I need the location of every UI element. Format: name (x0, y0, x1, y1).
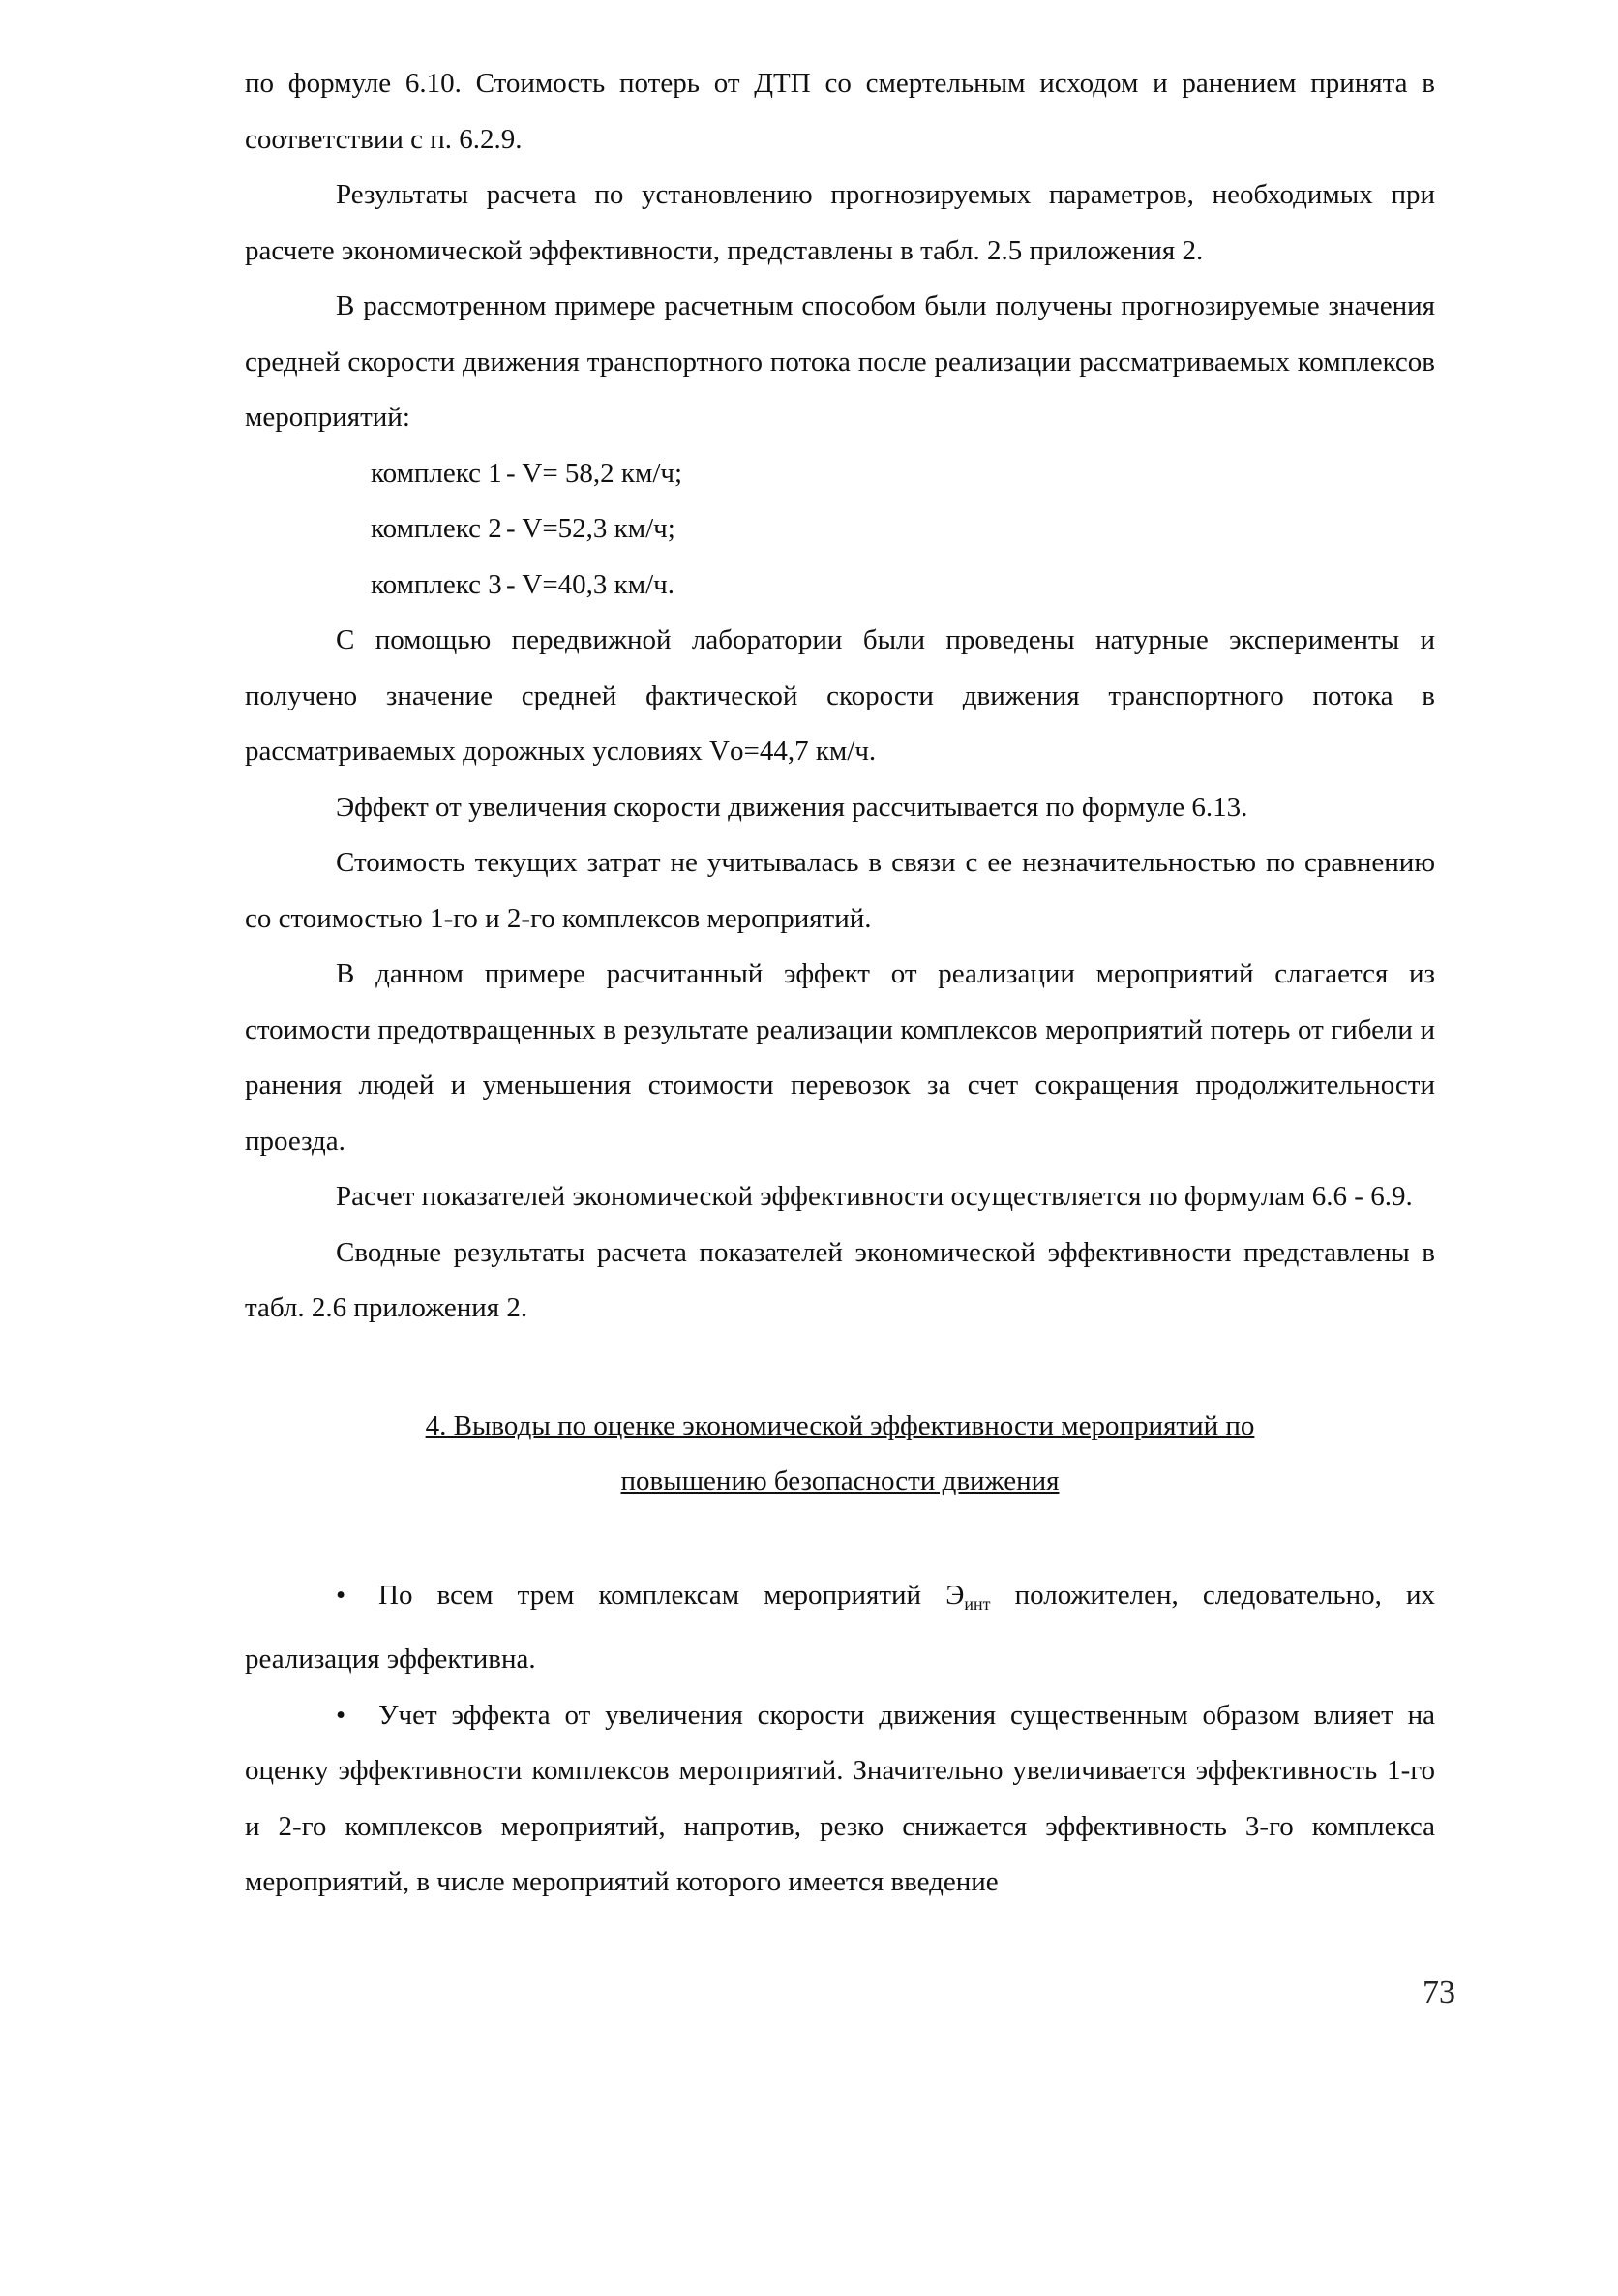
bullet-icon: • (336, 1579, 346, 1611)
complex-speed-value: - V= 58,2 км/ч; (506, 457, 683, 489)
list-item (371, 558, 1435, 614)
page-number: 73 (1423, 1975, 1455, 2010)
complex-label: комплекс 3 (371, 568, 502, 600)
paragraph-8: Расчет показателей экономической эффективности осуществляется по формулам 6.6 - 6.9. (336, 1181, 1413, 1212)
bullet-text-before: Учет эффекта от увеличения скорости движения существенным образом влияет на оценку эффективности комплексов мероприятий. Значительно увеличивается эффективность 1-го и 2-го комплексов мероприятий, напротив, резко снижается эффективность 3-го комплекса мероприятий, в числе мероприятий которого имеется введение (245, 1699, 1435, 1897)
list-item (371, 501, 1435, 558)
bullet-item-2 (245, 1688, 1435, 1911)
subscript-text: инт (964, 1593, 991, 1614)
paragraph-5: Эффект от увеличения скорости движения рассчитывается по формуле 6.13. (336, 791, 1248, 823)
paragraph-7: В данном примере расчитанный эффект от реализации мероприятий слагается из стоимости предотвращенных в результате реализации комплексов мероприятий потерь от гибели и ранения людей и уменьшения стоимости перевозок за счет сокращения продолжительности проезда. (245, 958, 1435, 1157)
paragraph-2: Результаты расчета по установлению прогнозируемых параметров, необходимых при расчете экономической эффективности, представлены в табл. 2.5 приложения 2. (245, 179, 1435, 266)
paragraph-9: Сводные результаты расчета показателей экономической эффективности представлены в табл. 2.6 приложения 2. (245, 1236, 1435, 1323)
bullet-text-after: положителен, следовательно, их реализация эффективна. (245, 1579, 1436, 1675)
paragraph-1: по формуле 6.10. Стоимость потерь от ДТП со смертельным исходом и ранением принята в соответствии с п. 6.2.9. (245, 68, 1435, 155)
bullet-text-before: По всем трем комплексам мероприятий Э (378, 1579, 965, 1611)
section-heading-line-2: повышению безопасности движения (620, 1465, 1060, 1496)
complex-speed-value: - V=40,3 км/ч. (506, 568, 675, 600)
complex-label: комплекс 1 (371, 457, 502, 489)
section-heading (245, 1399, 1435, 1510)
body-text (245, 56, 1435, 1911)
complex-speed-list (245, 446, 1435, 614)
list-item (371, 446, 1435, 502)
bullet-item-1 (245, 1568, 1435, 1688)
paragraph-6: Стоимость текущих затрат не учитывалась в связи с ее незначительностью по сравнению со стоимостью 1-го и 2-го комплексов мероприятий. (245, 847, 1435, 934)
bullet-icon: • (336, 1699, 346, 1731)
complex-label: комплекс 2 (371, 513, 502, 544)
paragraph-4: С помощью передвижной лаборатории были проведены натурные эксперименты и получено значение средней фактической скорости движения транспортного потока в рассматриваемых дорожных условиях Vо=44,7 км/ч. (245, 624, 1435, 767)
section-heading-line-1: 4. Выводы по оценке экономической эффективности мероприятий по (425, 1409, 1255, 1441)
paragraph-3: В рассмотренном примере расчетным способом были получены прогнозируемые значения средней скорости движения транспортного потока после реализации рассматриваемых комплексов мероприятий: (245, 290, 1435, 433)
complex-speed-value: - V=52,3 км/ч; (506, 513, 675, 544)
